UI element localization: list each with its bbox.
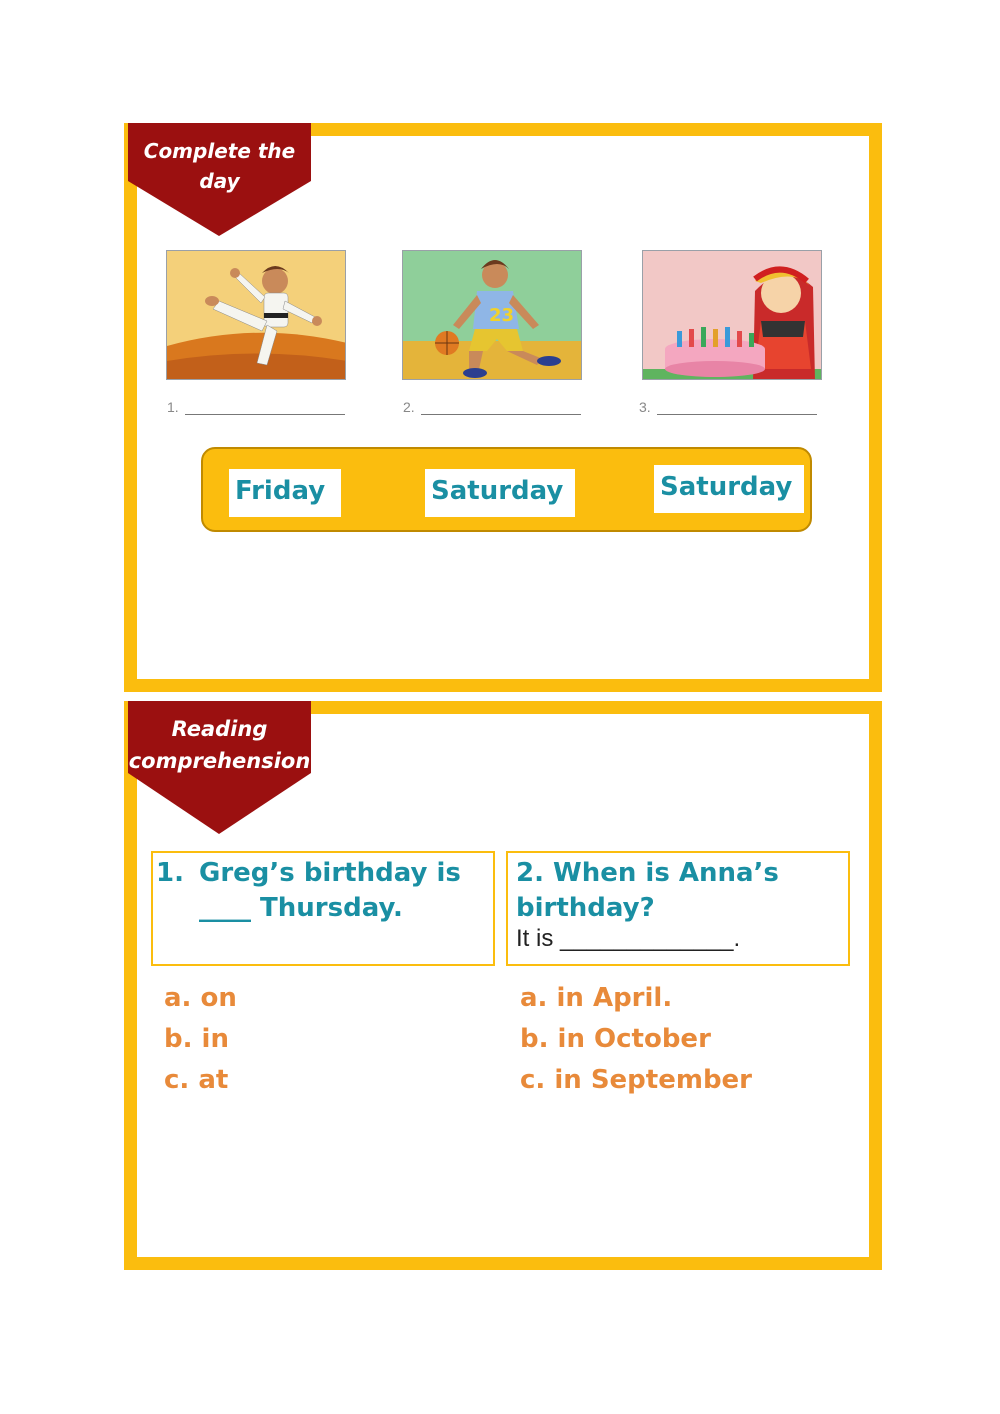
question-box-1: [151, 851, 495, 966]
day-chip-saturday[interactable]: Saturday: [425, 469, 575, 517]
q1-option-a[interactable]: a. on: [164, 983, 237, 1013]
karate-boy-picture: [166, 250, 346, 380]
q1-option-c[interactable]: c. at: [164, 1065, 229, 1095]
question-number: 1.: [156, 858, 184, 888]
section-title-line1: Reading: [171, 717, 268, 741]
q2-option-c[interactable]: c. in September: [520, 1065, 753, 1095]
svg-text:23: 23: [489, 305, 515, 326]
blank-number: 2.: [403, 399, 415, 415]
blank-line: [185, 400, 345, 415]
blank-line: [657, 400, 817, 415]
blank-number: 3.: [639, 399, 651, 415]
day-chip-friday[interactable]: Friday: [229, 469, 341, 517]
question-text-line1: Greg’s birthday is: [199, 858, 461, 888]
basketball-boy-picture: [402, 250, 582, 380]
section-title-ribbon: [128, 123, 311, 236]
blank-number: 1.: [167, 399, 179, 415]
answer-line[interactable]: It is _____________.: [516, 925, 741, 952]
answer-blank-2[interactable]: [403, 399, 581, 415]
section-title-line2: day: [199, 169, 240, 193]
blank-line: [421, 400, 581, 415]
q2-option-a[interactable]: a. in April.: [520, 983, 673, 1013]
section-title-ribbon: [128, 701, 311, 834]
question-text-line2: birthday?: [516, 893, 655, 923]
question-text-line1: 2. When is Anna’s: [516, 858, 779, 888]
day-word-bank: [201, 447, 812, 532]
answer-blank-1[interactable]: [167, 399, 345, 415]
question-text-line2: ____ Thursday.: [199, 893, 403, 923]
q1-option-b[interactable]: b. in: [164, 1024, 229, 1054]
section-title-line2: comprehension: [128, 749, 311, 773]
q2-option-b[interactable]: b. in October: [520, 1024, 711, 1054]
section-title: [128, 136, 311, 196]
question-box-2: [506, 851, 850, 966]
section-title-line1: Complete the: [143, 139, 296, 163]
section-title: [128, 713, 311, 777]
answer-blank-3[interactable]: [639, 399, 817, 415]
birthday-cake-girl-picture: [642, 250, 822, 380]
day-chip-saturday-2[interactable]: Saturday: [654, 465, 804, 513]
